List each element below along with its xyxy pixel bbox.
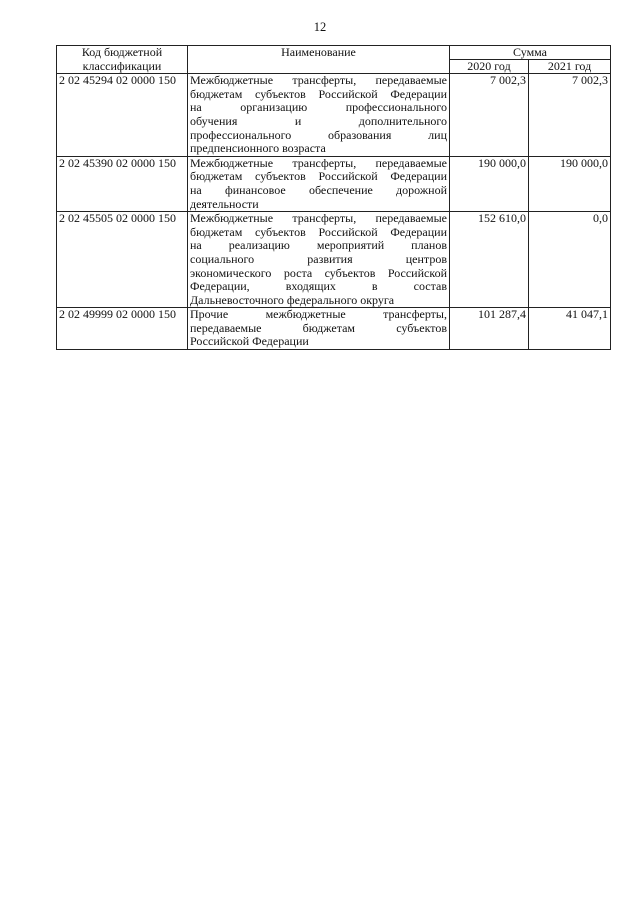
- table-row: [57, 308, 611, 350]
- row-name-line: бюджетам субъектов Российской Федерации: [190, 224, 447, 239]
- header-code: Код бюджетной классификации: [57, 46, 188, 74]
- row-name-line: на реализацию мероприятий планов: [190, 238, 447, 253]
- header-year-2021: 2021 год: [529, 60, 611, 74]
- row-code: 2 02 45390 02 0000 150: [57, 156, 188, 211]
- row-amount-2020: 7 002,3: [450, 74, 529, 157]
- row-name: [188, 308, 450, 350]
- row-code: 2 02 45294 02 0000 150: [57, 74, 188, 157]
- row-name-line: экономического роста субъектов Российской: [190, 265, 447, 280]
- header-year-2020: 2020 год: [450, 60, 529, 74]
- row-name-line: Федерации, входящих в состав: [190, 279, 447, 294]
- row-amount-2021: 190 000,0: [529, 156, 611, 211]
- row-name-line: социального развития центров: [190, 251, 447, 266]
- row-name-line: Прочие межбюджетные трансферты,: [190, 307, 447, 322]
- table-row: [57, 156, 611, 211]
- row-name-line: Российской Федерации: [190, 334, 309, 349]
- header-name: Наименование: [188, 46, 450, 74]
- header-sum: Сумма: [450, 46, 611, 60]
- row-name: [188, 212, 450, 308]
- table-header-row: [57, 46, 611, 60]
- row-name-line: профессионального образования лиц: [190, 127, 447, 142]
- row-amount-2021: 7 002,3: [529, 74, 611, 157]
- row-name-line: на организацию профессионального: [190, 100, 447, 115]
- row-amount-2021: 41 047,1: [529, 308, 611, 350]
- row-code: 2 02 49999 02 0000 150: [57, 308, 188, 350]
- row-name-line: Межбюджетные трансферты, передаваемые: [190, 155, 447, 170]
- row-amount-2020: 152 610,0: [450, 212, 529, 308]
- row-name-line: бюджетам субъектов Российской Федерации: [190, 86, 447, 101]
- row-name-line: Межбюджетные трансферты, передаваемые: [190, 211, 447, 226]
- row-name: [188, 156, 450, 211]
- table-row: [57, 74, 611, 157]
- row-amount-2020: 101 287,4: [450, 308, 529, 350]
- row-name-line: передаваемые бюджетам субъектов: [190, 320, 447, 335]
- row-name: [188, 74, 450, 157]
- row-name-line: деятельности: [190, 196, 259, 211]
- row-name-line: предпенсионного возраста: [190, 141, 326, 156]
- row-name-line: обучения и дополнительного: [190, 113, 447, 128]
- row-name-line: на финансовое обеспечение дорожной: [190, 182, 447, 197]
- row-code: 2 02 45505 02 0000 150: [57, 212, 188, 308]
- row-name-line: Дальневосточного федерального округа: [190, 292, 395, 307]
- row-name-line: Межбюджетные трансферты, передаваемые: [190, 73, 447, 88]
- table-row: [57, 212, 611, 308]
- row-amount-2020: 190 000,0: [450, 156, 529, 211]
- budget-table: [56, 45, 611, 350]
- row-name-line: бюджетам субъектов Российской Федерации: [190, 169, 447, 184]
- row-amount-2021: 0,0: [529, 212, 611, 308]
- page-number: 12: [313, 20, 327, 34]
